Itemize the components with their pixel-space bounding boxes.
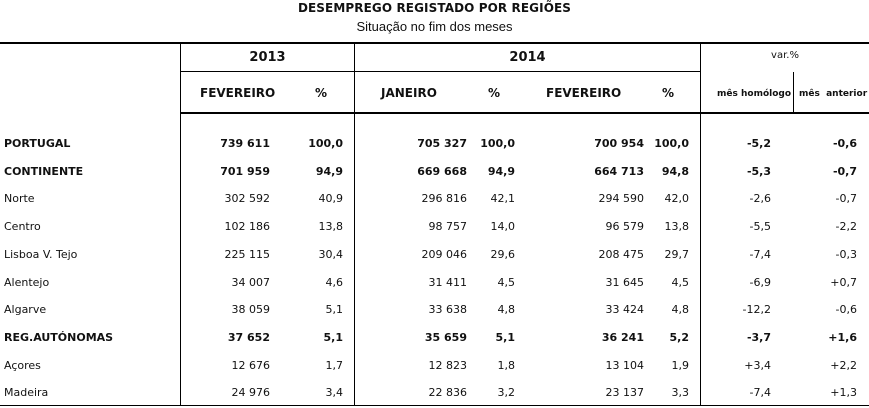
feb-2013-cell: 102 186 [224,220,270,233]
jan-2014-cell: 22 836 [428,386,467,399]
header-year-2013: 2013 [249,50,286,65]
table-subtitle: Situação no fim dos meses [356,19,513,34]
homologo-cell: -5,2 [746,137,771,150]
feb-2014-cell: 13 104 [605,359,644,372]
pct-2013-cell: 5,1 [323,331,343,344]
feb-2014-cell: 294 590 [598,192,644,205]
pct-2013-cell: 94,9 [315,165,343,178]
jan-2014-cell: 12 823 [428,359,467,372]
pct-feb-2014-cell: 4,8 [671,303,689,316]
feb-2013-cell: 34 007 [231,276,270,289]
homologo-cell: -7,4 [749,386,771,399]
anterior-cell: -0,6 [832,137,857,150]
homologo-cell: -7,4 [749,248,771,261]
region-cell: Norte [4,192,35,205]
feb-2014-cell: 96 579 [605,220,644,233]
jan-2014-cell: 35 659 [424,331,467,344]
feb-2014-cell: 33 424 [605,303,644,316]
homologo-cell: -3,7 [746,331,771,344]
pct-jan-2014-cell: 42,1 [490,192,515,205]
pct-jan-2014-cell: 94,9 [487,165,515,178]
jan-2014-cell: 296 816 [421,192,467,205]
pct-feb-2014-cell: 29,7 [664,248,689,261]
homologo-cell: -5,5 [749,220,771,233]
region-cell: REG.AUTÓNOMAS [4,331,114,344]
feb-2014-cell: 23 137 [605,386,644,399]
region-cell: PORTUGAL [4,137,71,150]
pct-jan-2014-cell: 5,1 [495,331,515,344]
header-bottom-rule [181,112,869,114]
pct-feb-2014-cell: 13,8 [664,220,689,233]
pct-2013-cell: 40,9 [318,192,343,205]
homologo-cell: -2,6 [749,192,771,205]
jan-2014-cell: 669 668 [417,165,467,178]
region-cell: Centro [4,220,41,233]
pct-feb-2014-cell: 5,2 [669,331,689,344]
header-mes-homologo: mês homólogo [717,89,792,99]
region-cell: Alentejo [4,276,50,289]
feb-2013-cell: 12 676 [231,359,270,372]
feb-2013-cell: 302 592 [224,192,270,205]
feb-2013-cell: 37 652 [227,331,270,344]
header-jan-2014: JANEIRO [381,86,437,100]
pct-jan-2014-cell: 1,8 [497,359,515,372]
pct-jan-2014-cell: 4,8 [497,303,515,316]
header-year-2014: 2014 [509,50,546,65]
pct-2013-cell: 30,4 [318,248,343,261]
anterior-cell: -0,3 [835,248,857,261]
region-cell: Algarve [4,303,47,316]
table-bottom-rule [0,405,869,406]
header-pct-feb-2014: % [662,86,675,100]
header-top-rule [0,42,869,44]
region-cell: Madeira [4,386,49,399]
pct-jan-2014-cell: 4,5 [497,276,515,289]
jan-2014-cell: 98 757 [428,220,467,233]
feb-2014-cell: 664 713 [594,165,644,178]
anterior-cell: -0,6 [835,303,857,316]
header-feb-2014: FEVEREIRO [546,86,622,100]
feb-2013-cell: 38 059 [231,303,270,316]
col-divider-2013 [354,43,355,405]
homologo-cell: +3,4 [744,359,771,372]
jan-2014-cell: 209 046 [421,248,467,261]
table-title: DESEMPREGO REGISTADO POR REGIÕES [297,1,572,15]
pct-feb-2014-cell: 1,9 [671,359,689,372]
pct-feb-2014-cell: 100,0 [654,137,689,150]
jan-2014-cell: 31 411 [428,276,467,289]
jan-2014-cell: 705 327 [417,137,467,150]
pct-jan-2014-cell: 100,0 [480,137,515,150]
homologo-cell: -12,2 [742,303,771,316]
region-cell: Açores [4,359,41,372]
pct-feb-2014-cell: 3,3 [671,386,689,399]
anterior-cell: -2,2 [835,220,857,233]
col-divider-var [793,72,794,113]
year-rule-2014 [355,71,700,72]
region-cell: Lisboa V. Tejo [4,248,78,261]
header-mes-anterior: mês anterior [799,89,868,99]
header-pct-jan-2014: % [488,86,501,100]
header-var: var.% [771,50,799,61]
pct-2013-cell: 13,8 [318,220,343,233]
pct-feb-2014-cell: 42,0 [664,192,689,205]
pct-2013-cell: 3,4 [325,386,343,399]
pct-2013-cell: 1,7 [325,359,343,372]
feb-2014-cell: 36 241 [601,331,644,344]
pct-2013-cell: 100,0 [308,137,343,150]
pct-feb-2014-cell: 4,5 [671,276,689,289]
header-pct-2013: % [315,86,328,100]
anterior-cell: +2,2 [830,359,857,372]
feb-2013-cell: 225 115 [224,248,270,261]
feb-2013-cell: 24 976 [231,386,270,399]
anterior-cell: -0,7 [832,165,857,178]
jan-2014-cell: 33 638 [428,303,467,316]
anterior-cell: +1,3 [830,386,857,399]
feb-2014-cell: 208 475 [598,248,644,261]
region-cell: CONTINENTE [4,165,84,178]
anterior-cell: +1,6 [828,331,857,344]
pct-2013-cell: 5,1 [325,303,343,316]
pct-2013-cell: 4,6 [325,276,343,289]
homologo-cell: -5,3 [746,165,771,178]
anterior-cell: +0,7 [830,276,857,289]
pct-jan-2014-cell: 29,6 [490,248,515,261]
feb-2013-cell: 739 611 [220,137,270,150]
pct-jan-2014-cell: 14,0 [490,220,515,233]
anterior-cell: -0,7 [835,192,857,205]
feb-2014-cell: 31 645 [605,276,644,289]
year-rule-2013 [181,71,354,72]
homologo-cell: -6,9 [749,276,771,289]
pct-jan-2014-cell: 3,2 [497,386,515,399]
feb-2013-cell: 701 959 [220,165,270,178]
pct-feb-2014-cell: 94,8 [661,165,689,178]
header-feb-2013: FEVEREIRO [200,86,276,100]
feb-2014-cell: 700 954 [594,137,644,150]
